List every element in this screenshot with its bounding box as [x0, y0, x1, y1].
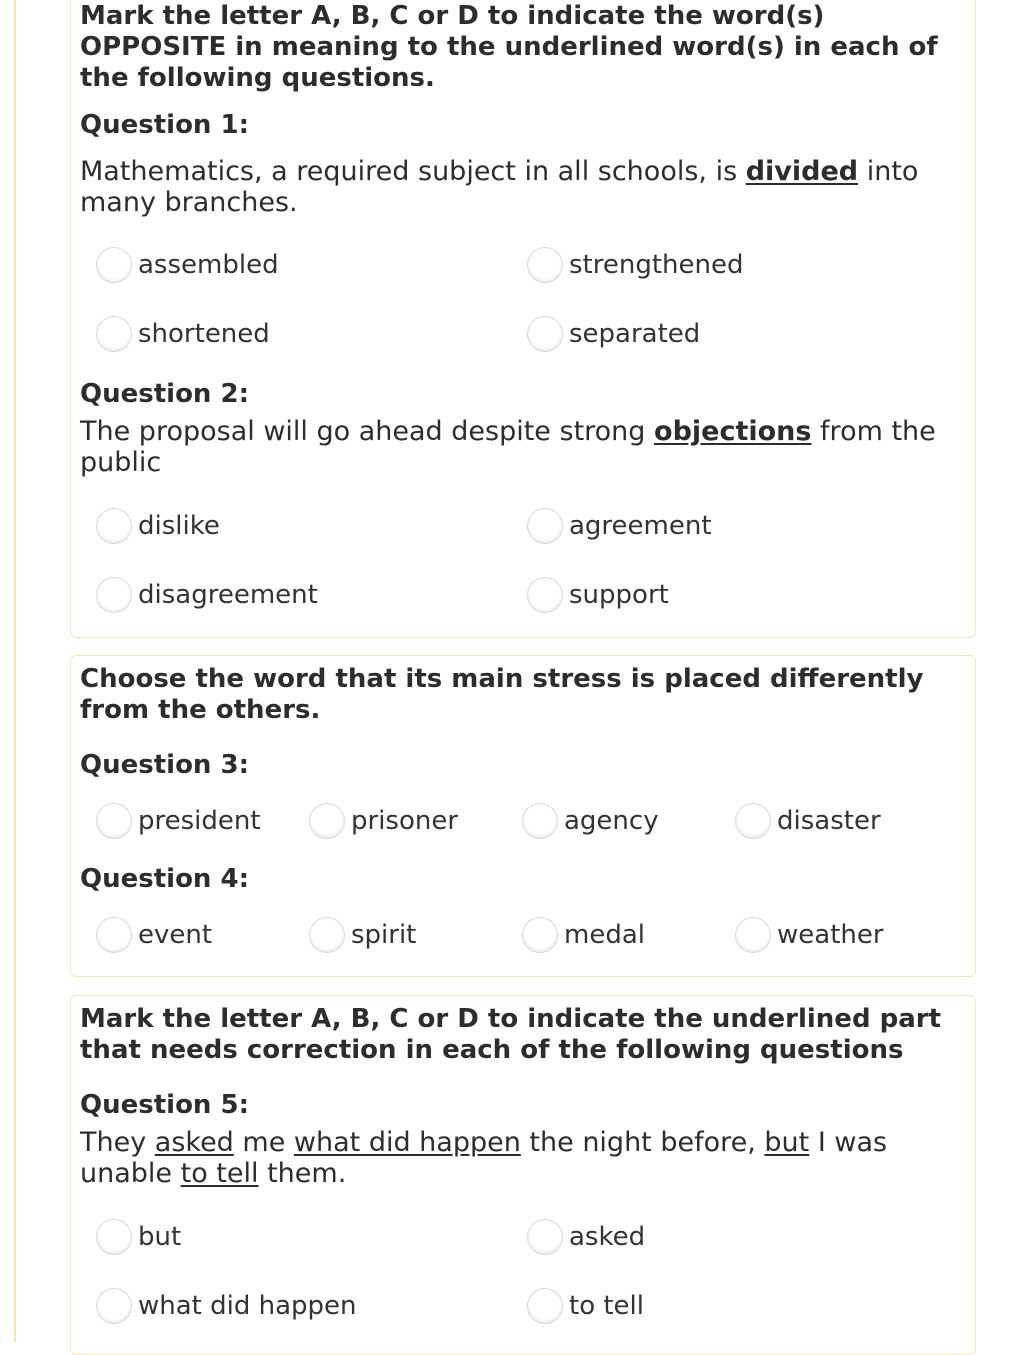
option-label: weather	[777, 920, 884, 950]
radio-button[interactable]	[527, 1219, 563, 1255]
underlined-part: asked	[154, 1127, 234, 1158]
radio-button[interactable]	[96, 917, 132, 953]
radio-button[interactable]	[522, 917, 558, 953]
option-label: but	[138, 1222, 182, 1252]
page-left-border	[14, 0, 16, 1342]
question-title: Question 3:	[80, 750, 249, 780]
option-label: asked	[569, 1222, 646, 1252]
question-title: Question 4:	[80, 864, 249, 894]
answer-option[interactable]	[96, 801, 261, 841]
question-title: Question 1:	[80, 110, 249, 140]
option-label: medal	[564, 920, 645, 950]
section-instruction: Mark the letter A, B, C or D to indicate the word(s) OPPOSITE in meaning to the underlined word(s) in each of the following questions.	[80, 1, 938, 93]
answer-option[interactable]	[735, 915, 884, 955]
option-label: dislike	[138, 511, 220, 541]
option-label: disagreement	[138, 580, 318, 610]
answer-option[interactable]	[309, 801, 458, 841]
question-text: The proposal will go ahead despite strong objections from the public	[80, 416, 936, 478]
option-label: shortened	[138, 319, 270, 349]
answer-option[interactable]	[522, 915, 645, 955]
radio-button[interactable]	[96, 1288, 132, 1324]
radio-button[interactable]	[735, 803, 771, 839]
question-text: They asked me what did happen the night before, but I was unable to tell them.	[80, 1127, 888, 1189]
radio-button[interactable]	[527, 508, 563, 544]
answer-option[interactable]	[96, 1286, 357, 1326]
radio-button[interactable]	[522, 803, 558, 839]
radio-button[interactable]	[96, 803, 132, 839]
exercise-card-opposite-meaning	[70, 0, 976, 638]
radio-button[interactable]	[527, 316, 563, 352]
radio-button[interactable]	[527, 577, 563, 613]
radio-button[interactable]	[96, 1219, 132, 1255]
answer-option[interactable]	[96, 506, 220, 546]
underlined-word: objections	[654, 416, 812, 447]
option-label: assembled	[138, 250, 279, 280]
answer-option[interactable]	[96, 575, 318, 615]
option-label: disaster	[777, 806, 881, 836]
option-label: event	[138, 920, 213, 950]
answer-option[interactable]	[522, 801, 659, 841]
option-label: to tell	[569, 1291, 645, 1321]
option-label: president	[138, 806, 261, 836]
answer-option[interactable]	[527, 1217, 645, 1257]
question-title: Question 2:	[80, 379, 249, 409]
option-label: agency	[564, 806, 659, 836]
option-label: separated	[569, 319, 701, 349]
section-instruction: Choose the word that its main stress is placed differently from the others.	[80, 664, 924, 725]
question-text: Mathematics, a required subject in all schools, is divided into many branches.	[80, 156, 919, 218]
radio-button[interactable]	[96, 577, 132, 613]
radio-button[interactable]	[527, 247, 563, 283]
option-label: agreement	[569, 511, 712, 541]
answer-option[interactable]	[527, 314, 700, 354]
underlined-word: divided	[745, 156, 859, 187]
radio-button[interactable]	[96, 247, 132, 283]
exercise-card-error-correction	[70, 995, 976, 1355]
underlined-part: what did happen	[293, 1127, 521, 1158]
answer-option[interactable]	[96, 314, 270, 354]
option-label: prisoner	[351, 806, 459, 836]
exercise-card-stress	[70, 655, 976, 977]
answer-option[interactable]	[527, 245, 743, 285]
radio-button[interactable]	[96, 508, 132, 544]
question-title: Question 5:	[80, 1090, 249, 1120]
answer-option[interactable]	[96, 1217, 181, 1257]
radio-button[interactable]	[309, 803, 345, 839]
section-instruction: Mark the letter A, B, C or D to indicate the underlined part that needs correction in each of the following questions	[80, 1004, 942, 1065]
option-label: support	[569, 580, 669, 610]
radio-button[interactable]	[735, 917, 771, 953]
option-label: strengthened	[569, 250, 744, 280]
answer-option[interactable]	[96, 915, 212, 955]
option-label: spirit	[351, 920, 417, 950]
underlined-part: to tell	[180, 1158, 259, 1189]
answer-option[interactable]	[527, 575, 669, 615]
underlined-part: but	[764, 1127, 810, 1158]
radio-button[interactable]	[309, 917, 345, 953]
option-label: what did happen	[138, 1291, 357, 1321]
answer-option[interactable]	[527, 1286, 644, 1326]
answer-option[interactable]	[309, 915, 416, 955]
answer-option[interactable]	[735, 801, 881, 841]
radio-button[interactable]	[527, 1288, 563, 1324]
radio-button[interactable]	[96, 316, 132, 352]
answer-option[interactable]	[527, 506, 712, 546]
answer-option[interactable]	[96, 245, 279, 285]
